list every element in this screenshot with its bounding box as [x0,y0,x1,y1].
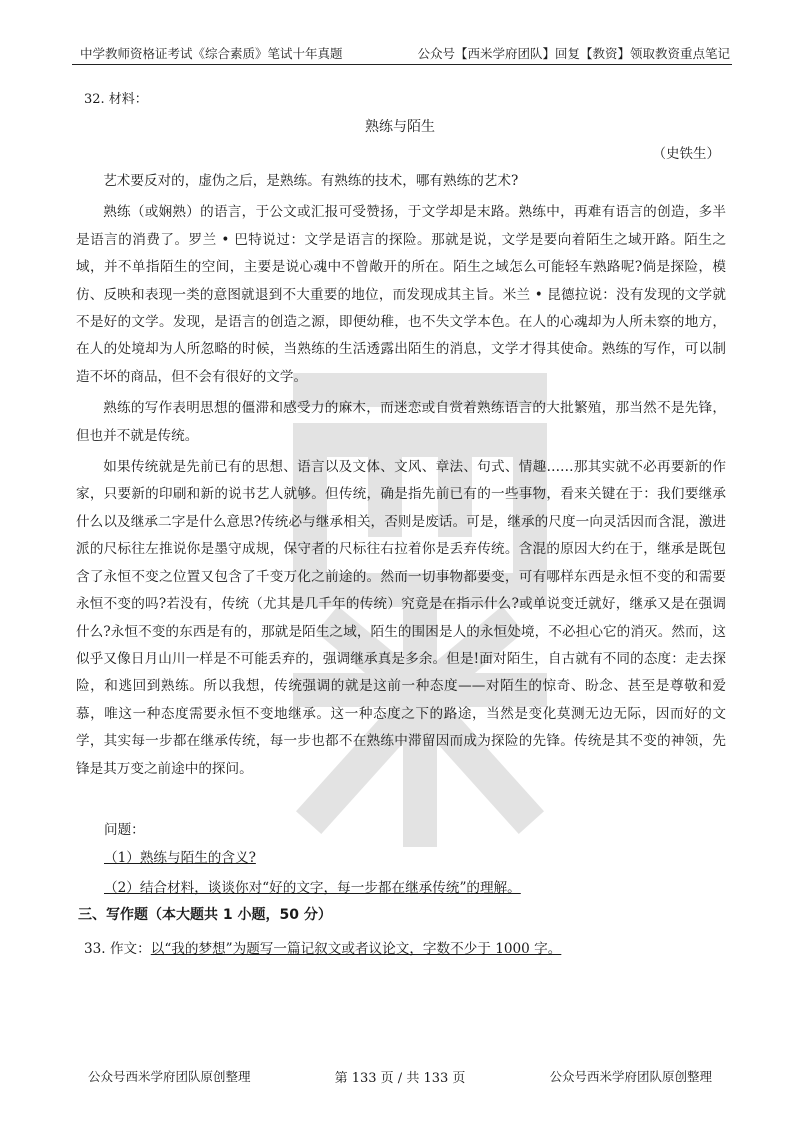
article-body [76,168,726,783]
question-32-part-2: （2）结合材料，谈谈你对“好的文字，每一步都在继承传统”的理解。 [104,880,521,896]
header-divider [72,64,732,65]
paragraph-1: 艺术要反对的，虚伪之后，是熟练。有熟练的技术，哪有熟练的艺术? [103,173,519,189]
question-33-prompt: 以“我的梦想”为题写一篇记叙文或者议论文，字数不少于 1000 字。 [150,941,562,957]
header-right-text: 公众号【西米学府团队】回复【教资】领取教资重点笔记 [417,46,730,61]
question-33-prefix: 33. 作文： [84,941,151,957]
header-left-text: 中学教师资格证考试《综合素质》笔试十年真题 [80,46,343,61]
question-32-number: 32. 材料： [84,92,148,107]
paragraph-2: 熟练（或娴熟）的语言，于公文或汇报可受赞扬，于文学却是末路。熟练中，再难有语言的创造，多半是语言的消费了。罗兰 • 巴特说过：文学是语言的探险。那就是说，文学是要向着陌生之域开路。陌生之域，并不单指陌生的空间，主要是说心魂中不曾敞开的所在。陌生之域怎么可能轻车熟路呢?倘是探险，模仿、反映和表现一类的意图就退到不大重要的地位，而发现成其主旨。米兰 • 昆德拉说：没有发现的文学就不是好的文学。发现，是语言的创造之源，即便幼稚，也不失文学本色。在人的心魂却为人所未察的地方，在人的处境却为人所忽略的时候，当熟练的生活透露出陌生的消息，文学才得其使命。熟练的写作，可以制造不坏的商品，但不会有很好的文学。 [76,204,726,385]
paragraph-3: 熟练的写作表明思想的僵滞和感受力的麻木，而迷恋或自赏着熟练语言的大批繁殖，那当然不是先锋，但也并不就是传统。 [76,400,726,444]
questions-label: 问题： [104,822,145,838]
question-32-part-1: （1）熟练与陌生的含义? [104,850,256,866]
article-title: 熟练与陌生 [365,119,435,135]
question-33 [84,937,561,957]
article-author: （史铁生） [652,146,720,162]
paragraph-4: 如果传统就是先前已有的思想、语言以及文体、文风、章法、句式、情趣……那其实就不必再要新的作家，只要新的印刷和新的说书艺人就够。但传统，确是指先前已有的一些事物，看来关键在于：我们要继承什么以及继承二字是什么意思?传统必与继承相关，否则是废话。可是，继承的尺度一向灵活因而含混，激进派的尺标往左推说你是墨守成规，保守者的尺标往右拉着你是丢弃传统。含混的原因大约在于，继承是既包含了永恒不变之位置又包含了千变万化之前途的。然而一切事物都要变，可有哪样东西是永恒不变的和需要永恒不变的吗?若没有，传统（尤其是几千年的传统）究竟是在指示什么?或单说变迁就好，继承又是在强调什么?永恒不变的东西是有的，那就是陌生之域，陌生的围困是人的永恒处境，不必担心它的消灭。然而，这似乎又像日月山川一样是不可能丢弃的，强调继承真是多余。但是!面对陌生，自古就有不同的态度：走去探险，和逃回到熟练。所以我想，传统强调的就是这前一种态度——对陌生的惊奇、盼念、甚至是尊敬和爱慕，唯这一种态度需要永恒不变地继承。这一种态度之下的路途，当然是变化莫测无边无际，因而好的文学，其实每一步都在继承传统，每一步也都不在熟练中滞留因而成为探险的先锋。传统是其不变的神领，先锋是其万变之前途中的探问。 [76,459,726,777]
footer-right-text: 公众号西米学府团队原创整理 [549,1069,712,1084]
page-number: 第 133 页 / 共 133 页 [334,1071,466,1086]
footer-left-text: 公众号西米学府团队原创整理 [88,1069,251,1084]
section-3-heading: 三、写作题（本大题共 1 小题，50 分） [78,907,332,923]
